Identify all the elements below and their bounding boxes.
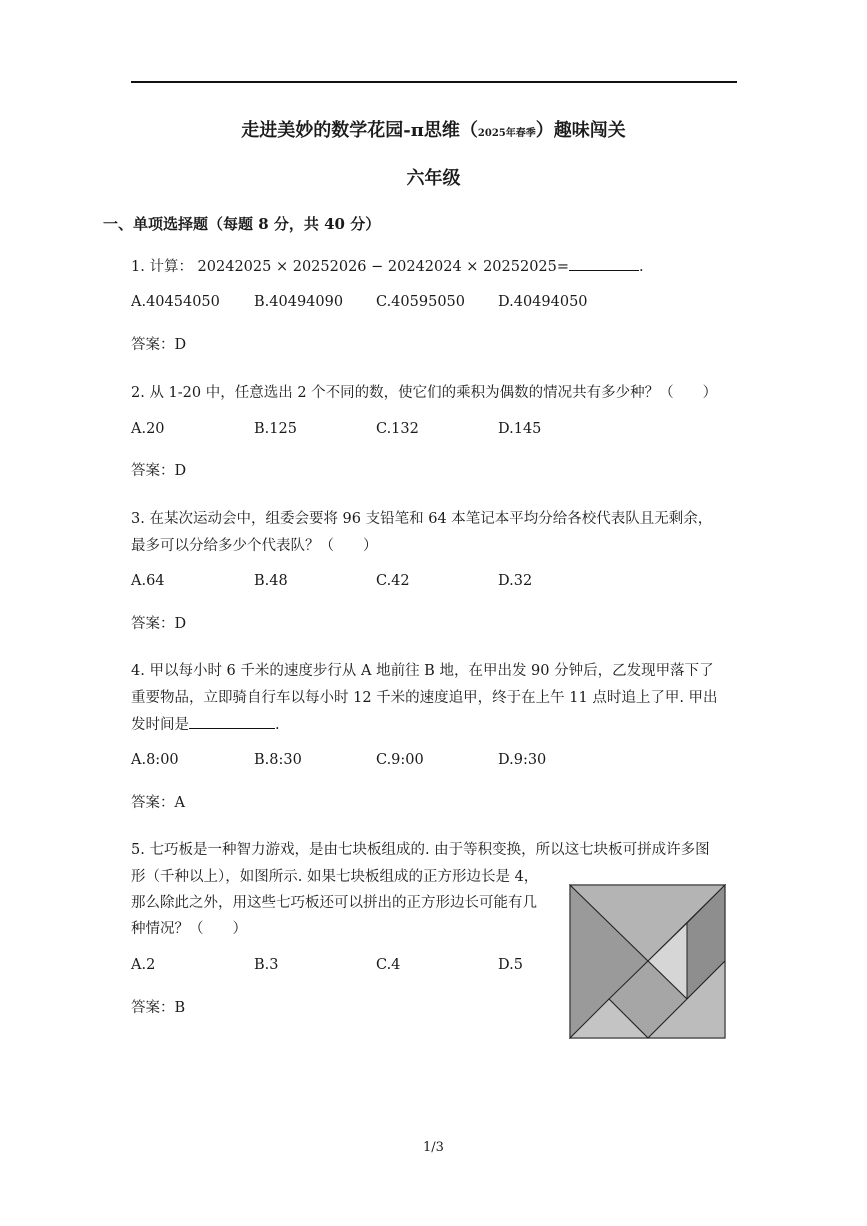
question-4-line-2: 重要物品，立即骑自行车以每小时 12 千米的速度追甲，终于在上午 11 点时追上了甲. 甲出 (131, 690, 718, 706)
question-4-option-a: A.8:00 (131, 752, 179, 768)
question-4-answer: 答案：A (131, 795, 185, 811)
question-2-text: 2. 从 1-20 中，任意选出 2 个不同的数，使它们的乘积为偶数的情况共有多少种？（ ） (131, 385, 718, 401)
question-1-option-d: D.40494050 (498, 294, 588, 310)
question-5-option-a: A.2 (131, 957, 156, 973)
question-4-option-d: D.9:30 (498, 752, 547, 768)
question-5-line-3: 那么除此之外，用这些七巧板还可以拼出的正方形边长可能有几 (131, 895, 537, 911)
question-2-answer: 答案：D (131, 463, 187, 479)
tangram-figure (562, 880, 734, 1044)
question-3-line-1: 3. 在某次运动会中，组委会要将 96 支铅笔和 64 本笔记本平均分给各校代表队且无剩余， (131, 511, 713, 527)
question-3-answer: 答案：D (131, 616, 187, 632)
answer-blank (189, 714, 275, 729)
question-3-line-2: 最多可以分给多少个代表队？（ ） (131, 538, 378, 554)
question-2-option-a: A.20 (131, 421, 165, 437)
question-5-option-c: C.4 (376, 957, 401, 973)
header-rule (131, 81, 737, 83)
question-3-option-c: C.42 (376, 573, 410, 589)
question-1-answer: 答案：D (131, 337, 187, 353)
question-2-option-b: B.125 (254, 421, 297, 437)
question-3-option-b: B.48 (254, 573, 288, 589)
question-5-option-d: D.5 (498, 957, 523, 973)
question-2-option-d: D.145 (498, 421, 542, 437)
question-5-option-b: B.3 (254, 957, 279, 973)
question-3-option-a: A.64 (131, 573, 165, 589)
question-5-line-2: 形（千种以上），如图所示. 如果七块板组成的正方形边长是 4， (131, 869, 539, 885)
question-4-option-b: B.8:30 (254, 752, 302, 768)
question-1-option-c: C.40595050 (376, 294, 465, 310)
answer-blank (569, 256, 639, 271)
question-1-option-a: A.40454050 (131, 294, 220, 310)
question-5-answer: 答案：B (131, 1000, 186, 1016)
page-number: 1/3 (423, 1140, 444, 1155)
question-4-line-3: 发时间是 . (131, 713, 280, 734)
page-title: 走进美妙的数学花园-π思维（2025年春季）趣味闯关 (241, 120, 626, 141)
question-2-option-c: C.132 (376, 421, 419, 437)
question-1-option-b: B.40494090 (254, 294, 344, 310)
question-5-line-1: 5. 七巧板是一种智力游戏，是由七块板组成的. 由于等积变换，所以这七块板可拼成许多图 (131, 842, 710, 858)
question-3-option-d: D.32 (498, 573, 533, 589)
question-5-line-4: 种情况？（ ） (131, 921, 247, 937)
question-1-text: 1. 计算： 20242025 × 20252026 − 20242024 × 20252025= . (131, 255, 644, 276)
question-4-option-c: C.9:00 (376, 752, 424, 768)
grade-title: 六年级 (406, 168, 461, 189)
section-heading: 一、单项选择题（每题 8 分，共 40 分） (103, 215, 381, 233)
question-4-line-1: 4. 甲以每小时 6 千米的速度步行从 A 地前往 B 地，在甲出发 90 分钟后，乙发现甲落下了 (131, 663, 714, 679)
